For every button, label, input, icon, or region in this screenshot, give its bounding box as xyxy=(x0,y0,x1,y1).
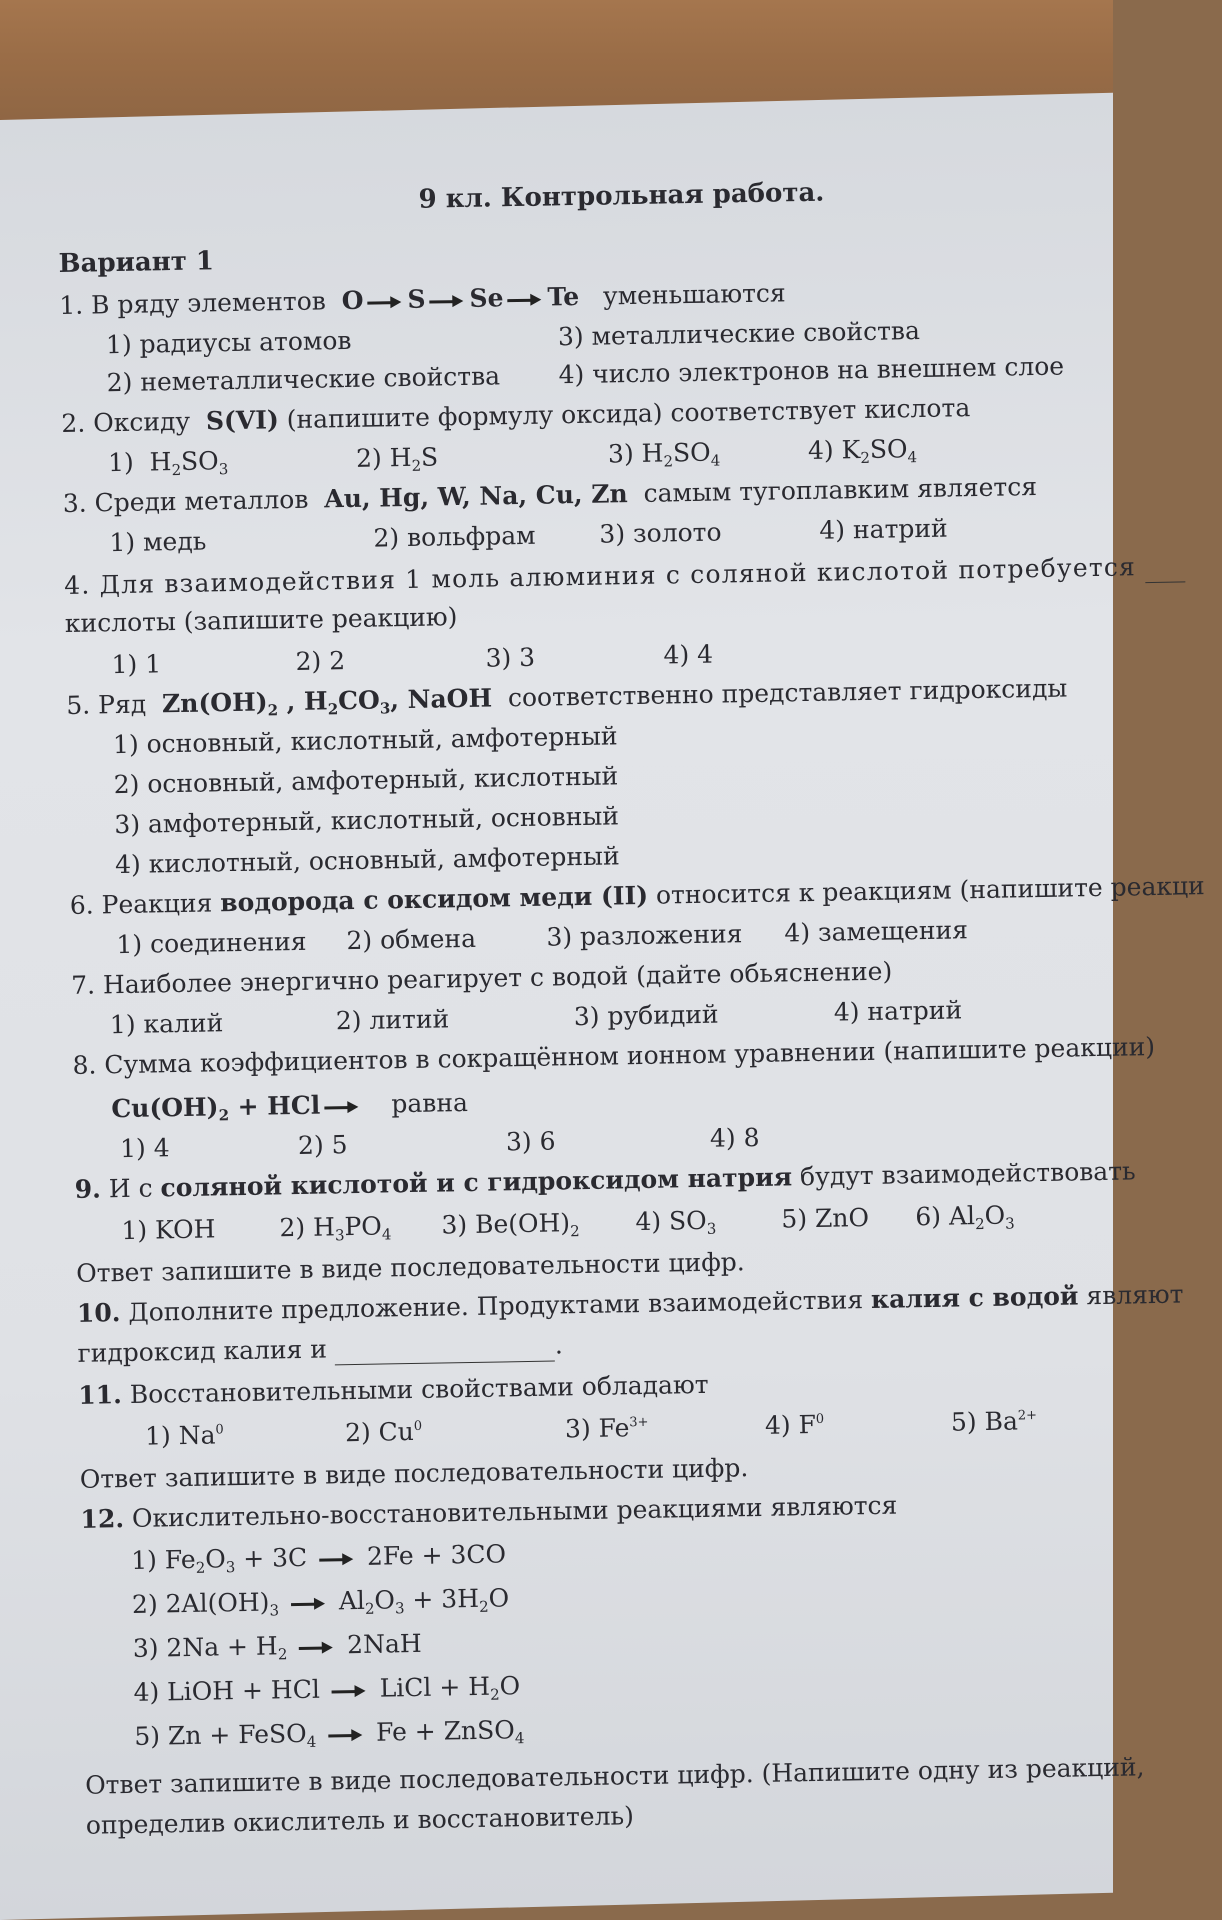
question-text: являют xyxy=(1086,1279,1184,1311)
oxidation-state: 0 xyxy=(815,1411,825,1427)
question-7 xyxy=(71,957,893,1001)
question-text: В ряду элементов xyxy=(90,286,327,320)
option-6: 6) $Al_2O_3$ xyxy=(915,1200,1015,1234)
option-text: 2) Cu xyxy=(344,1416,415,1448)
question-text: (напишите формулу оксида) соответствует кислота xyxy=(286,393,971,435)
option-2: 2) $H_2S$ xyxy=(355,442,439,475)
oxidation-state: 2+ xyxy=(1017,1408,1038,1424)
option-1 xyxy=(145,1420,224,1451)
question-number: 8. xyxy=(72,1050,97,1080)
arrow-right-icon xyxy=(507,292,543,307)
question-text: Дополните предложение. Продуктами взаимодействия xyxy=(128,1285,864,1327)
question-number: 4. xyxy=(63,570,91,600)
option-1: 1) медь xyxy=(109,526,207,558)
option-2: 2) литий xyxy=(335,1004,450,1036)
option-4: 4) $SO_3$ xyxy=(635,1205,717,1238)
question-text: соответственно представляет гидроксиды xyxy=(507,673,1068,713)
question-number: 9. xyxy=(74,1174,102,1204)
option-4: 4) натрий xyxy=(833,995,963,1027)
arrow-right-icon xyxy=(319,1552,355,1567)
option-label: 1) xyxy=(107,447,135,478)
option-text: 3) Fe xyxy=(564,1413,630,1444)
equals-text: равна xyxy=(391,1088,469,1119)
option-text: 5) Ba xyxy=(950,1406,1019,1437)
element-o: O xyxy=(341,285,364,316)
question-1 xyxy=(59,278,786,321)
option-5: 5) ZnO xyxy=(781,1203,870,1234)
option-3: 3) $Be(OH)_2$ xyxy=(441,1208,580,1241)
question-10-cont xyxy=(77,1330,563,1369)
option-1: 1) радиусы атомов xyxy=(105,325,352,360)
option-2: 2) неметаллические свойства xyxy=(106,361,501,398)
question-text: Ряд xyxy=(97,689,147,720)
question-number: 3. xyxy=(62,488,87,518)
final-note-1: Ответ запишите в виде последовательности цифр. (Напишите одну из реакций, xyxy=(84,1752,1145,1800)
question-bold: калия с водой xyxy=(870,1281,1079,1314)
arrow-right-icon xyxy=(429,293,465,308)
option-1: 1) 1 xyxy=(111,649,162,680)
reaction-equation: $Cu(OH)_2$ + HCl xyxy=(111,1090,364,1124)
option-1: 1) соединения xyxy=(116,926,307,960)
reaction-3: 3) $2Na + H_2$ 2NaH xyxy=(132,1628,422,1664)
question-6 xyxy=(70,871,1205,921)
question-number: 5. xyxy=(66,690,91,720)
option-4: 4) 4 xyxy=(663,639,714,670)
option-2: 2) обмена xyxy=(346,923,477,956)
question-number: 12. xyxy=(80,1504,125,1534)
answer-blank[interactable] xyxy=(335,1331,556,1366)
question-bold: $Zn(OH)_2$ , $H_2CO_3$, NaOH xyxy=(161,683,493,720)
question-number: 7. xyxy=(70,970,96,1000)
question-text: Наиболее энергично реагирует с водой (дайте обьяснение) xyxy=(102,956,893,1000)
option-3: 3) 6 xyxy=(505,1126,556,1157)
question-bold: S(VI) xyxy=(205,405,280,436)
element-te: Te xyxy=(547,281,580,312)
option-4: 4) кислотный, основный, амфотерный xyxy=(114,841,620,880)
question-text: И с xyxy=(108,1173,153,1204)
reaction-5: 5) Zn + FeSO$_4$ Fe + ZnSO$_4$ xyxy=(134,1715,525,1751)
arrow-right-icon xyxy=(367,295,403,310)
question-text: Реакция xyxy=(101,888,213,920)
element-s: S xyxy=(407,284,426,314)
question-text: Восстановительными свойствами обладают xyxy=(129,1369,709,1409)
question-text: Окислительно-восстановительными реакциями являются xyxy=(131,1490,898,1533)
reaction-2: 2) $2Al(OH)_3$ $Al_2O_3 + 3H_2O$ xyxy=(131,1583,510,1620)
option-4 xyxy=(765,1410,825,1441)
option-3: 3) рубидий xyxy=(573,999,719,1032)
option-text: 1) Na xyxy=(144,1420,216,1451)
question-number: 10. xyxy=(76,1298,121,1328)
question-bold: Au, Hg, W, Na, Cu, Zn xyxy=(324,479,628,514)
option-3: 3) амфотерный, кислотный, основный xyxy=(114,801,620,840)
element-se: Se xyxy=(469,283,504,313)
oxidation-state: 0 xyxy=(215,1422,224,1438)
option-5 xyxy=(951,1406,1038,1437)
question-text: Оксиду xyxy=(92,406,191,438)
option-1: 1) KOH xyxy=(121,1214,216,1246)
option-2: 2) 5 xyxy=(297,1130,348,1160)
arrow-right-icon xyxy=(328,1727,364,1742)
arrow-right-icon xyxy=(299,1640,335,1655)
option-1: 1) $H_2SO_3$ xyxy=(107,446,229,480)
period: . xyxy=(554,1330,564,1360)
option-2: 2) основный, амфотерный, кислотный xyxy=(113,761,619,800)
option-3 xyxy=(565,1413,649,1444)
reaction-1: 1) $Fe_2O_3 + 3C$ 2Fe + 3CO xyxy=(131,1539,507,1577)
question-11 xyxy=(78,1370,709,1411)
option-2: 2) $H_3PO_4$ xyxy=(279,1211,392,1245)
option-2: 2) вольфрам xyxy=(373,520,536,553)
option-label: 2) xyxy=(355,443,382,473)
option-4: 4) число электронов на внешнем слое xyxy=(558,351,1065,390)
option-4: 4) натрий xyxy=(819,513,948,545)
answer-blank[interactable] xyxy=(1145,551,1186,583)
arrow-right-icon xyxy=(324,1099,360,1114)
question-text: относится к реакциям (напишите реакци xyxy=(655,871,1205,910)
option-3: 3) разложения xyxy=(546,919,743,952)
oxidation-state: 3+ xyxy=(629,1414,649,1431)
option-3: 3) металлические свойства xyxy=(557,315,921,352)
question-12 xyxy=(80,1491,897,1535)
variant-heading: Вариант 1 xyxy=(58,246,215,280)
question-8 xyxy=(72,1032,1155,1081)
question-9 xyxy=(75,1156,1136,1205)
question-number: 1. xyxy=(59,290,84,321)
question-text: Среди металлов xyxy=(94,484,309,518)
question-5 xyxy=(66,673,1067,720)
option-3: 3) $H_2SO_4$ xyxy=(607,437,721,471)
answer-note: Ответ запишите в виде последовательности цифр. xyxy=(75,1247,745,1288)
option-4: 4) 8 xyxy=(709,1122,760,1153)
option-label: 4) xyxy=(807,435,834,465)
question-3 xyxy=(63,472,1038,519)
option-1: 1) основный, кислотный, амфотерный xyxy=(112,721,618,760)
answer-note: Ответ запишите в виде последовательности цифр. xyxy=(79,1453,749,1494)
option-2 xyxy=(345,1417,423,1448)
question-2 xyxy=(61,393,970,439)
question-number: 11. xyxy=(78,1380,123,1410)
page-title: 9 кл. Контрольная работа. xyxy=(418,177,825,215)
question-text: Сумма коэффициентов в сокращённом ионном уравнении (напишите реакции) xyxy=(104,1032,1156,1080)
question-text: будут взаимодействовать xyxy=(799,1156,1136,1192)
arrow-right-icon xyxy=(332,1683,368,1698)
question-text: уменьшаются xyxy=(602,278,786,311)
question-4-cont: кислоты (запишите реакцию) xyxy=(64,602,458,638)
question-number: 6. xyxy=(69,890,94,920)
option-text: 4) F xyxy=(764,1409,817,1440)
oxidation-state: 0 xyxy=(413,1418,423,1434)
question-4 xyxy=(64,551,1185,602)
option-4: 4) $K_2SO_4$ xyxy=(807,434,918,468)
question-text: гидроксид калия и xyxy=(77,1334,328,1368)
arrow-right-icon xyxy=(291,1596,327,1611)
option-3: 3) золото xyxy=(599,517,722,549)
option-label: 3) xyxy=(607,439,634,469)
option-4: 4) замещения xyxy=(784,915,969,948)
reaction-4: 4) LiOH + HCl LiCl + $H_2O$ xyxy=(133,1671,521,1707)
option-2: 2) 2 xyxy=(295,646,346,676)
option-1: 1) калий xyxy=(109,1008,224,1040)
question-10 xyxy=(77,1280,1184,1329)
final-note-2: определив окислитель и восстановитель) xyxy=(85,1801,635,1840)
option-1: 1) 4 xyxy=(119,1133,170,1164)
question-text: самым тугоплавким является xyxy=(643,471,1038,508)
question-bold: водорода с оксидом меди (II) xyxy=(219,880,649,918)
option-3: 3) 3 xyxy=(485,642,536,673)
question-number: 2. xyxy=(61,408,86,438)
question-text: Для взаимодействия 1 моль алюминия с соляной кислотой потребуется xyxy=(99,552,1137,600)
question-bold: соляной кислотой и с гидроксидом натрия xyxy=(160,1162,793,1203)
